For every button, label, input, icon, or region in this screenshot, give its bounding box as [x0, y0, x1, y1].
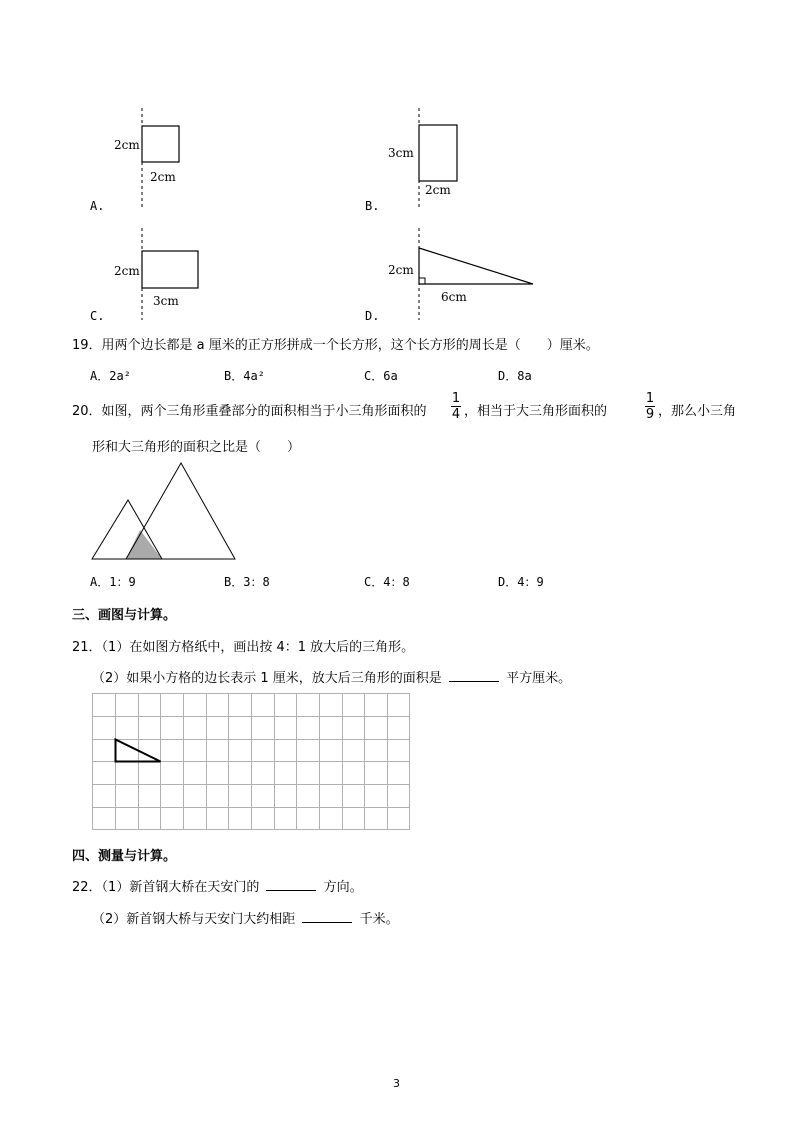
option-a-left-label: 2cm: [114, 138, 140, 152]
q21-part2-suffix: 平方厘米。: [506, 671, 572, 686]
q22-part2: [92, 908, 399, 927]
option-b-left-label: 3cm: [388, 146, 414, 160]
q22-part1-prefix: 22．（1）新首钢大桥在天安门的: [72, 880, 260, 895]
q22-part2-prefix: （2）新首钢大桥与天安门大约相距: [92, 912, 296, 927]
section-4-title: 四、测量与计算。: [72, 849, 177, 864]
q22-part1-suffix: 方向。: [323, 880, 363, 895]
q19-option-d: D．8a: [498, 369, 532, 383]
q19-text: 19．用两个边长都是 a 厘米的正方形拼成一个长方形，这个长方形的周长是（ ）厘米。: [72, 338, 599, 353]
q21-part2-prefix: （2）如果小方格的边长表示 1 厘米，放大后三角形的面积是: [92, 671, 442, 686]
q20-option-a: A．1：9: [90, 575, 136, 589]
option-a-bottom-label: 2cm: [150, 170, 176, 184]
option-b-bottom-label: 2cm: [425, 183, 451, 197]
option-a-letter: A.: [90, 199, 105, 213]
q20-fraction-1-denominator: 4: [451, 407, 461, 422]
option-d-letter: D.: [365, 309, 380, 323]
q20-text-line2: 形和大三角形的面积之比是（ ）: [92, 440, 301, 455]
q20-text-part2: ，相当于大三角形面积的: [464, 404, 608, 419]
q21-part1: 21．（1）在如图方格纸中，画出按 4：1 放大后的三角形。: [72, 640, 415, 655]
q19-option-a: A．2a²: [90, 369, 131, 383]
q20-fraction-1-numerator: 1: [451, 391, 461, 406]
q20-option-b: B．3：8: [224, 575, 270, 589]
q20-option-c: C．4：8: [364, 575, 410, 589]
q20-option-d: D．4：9: [498, 575, 544, 589]
option-c-bottom-label: 3cm: [153, 294, 179, 308]
section-3-title: 三、画图与计算。: [72, 608, 177, 623]
q22-distance-blank[interactable]: [302, 910, 352, 923]
q22-part2-suffix: 千米。: [359, 912, 399, 927]
option-b-letter: B.: [365, 199, 380, 213]
q22-direction-blank[interactable]: [266, 878, 316, 891]
page-number: 3: [393, 1077, 400, 1090]
option-d-bottom-label: 6cm: [441, 290, 467, 304]
option-d-left-label: 2cm: [388, 263, 414, 277]
q20-text-part3: ，那么小三角: [658, 404, 737, 419]
q19-option-c: C．6a: [364, 369, 398, 383]
q20-fraction-2-numerator: 1: [645, 391, 655, 406]
option-c-left-label: 2cm: [114, 264, 140, 278]
q20-fraction-2-denominator: 9: [645, 407, 655, 422]
q20-text-part1: 20．如图，两个三角形重叠部分的面积相当于小三角形面积的: [72, 404, 427, 419]
option-c-letter: C.: [90, 309, 105, 323]
q19-option-b: B．4a²: [224, 369, 265, 383]
q22-part1: [72, 876, 363, 895]
